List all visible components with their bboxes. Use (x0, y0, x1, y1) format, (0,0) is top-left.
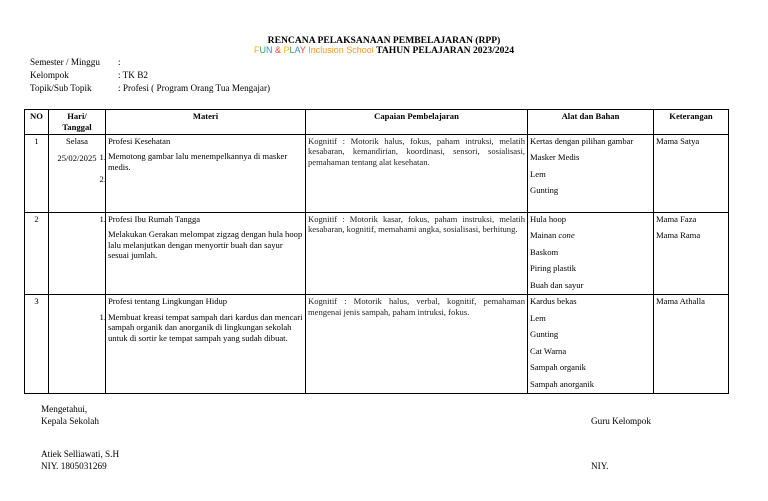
meta-topik (30, 83, 270, 93)
day-cell-continued (49, 213, 106, 295)
table-row (25, 135, 729, 213)
table-row (25, 295, 729, 394)
semester-value: : (118, 57, 121, 67)
materi-body: Melakukan Gerakan melompat zigzag dengan hula hoop lalu melanjutkan dengan menyortir buah dan sayur sesuai jumlah. (108, 229, 303, 261)
materi-title: Profesi tentang Lingkungan Hidup (108, 296, 228, 307)
meta-semester (30, 57, 121, 67)
academic-year: TAHUN PELAJARAN 2023/2024 (376, 45, 515, 56)
day-cell-continued (49, 295, 106, 394)
materi-body: Memotong gambar lalu menempelkannya di masker medis. (108, 151, 288, 172)
materi-title: Profesi Ibu Rumah Tangga (108, 214, 201, 224)
alat-item: Gunting (530, 329, 559, 340)
hari-header-line2: Tanggal (62, 122, 92, 132)
col-header-keterangan: Keterangan (654, 110, 729, 135)
hari-header-line1: Hari/ (67, 111, 87, 121)
materi-number: 1. (99, 214, 106, 224)
signature-right-niy (591, 460, 608, 472)
keterangan-item: Mama Athalla (656, 296, 705, 307)
alat-item: Masker Medis (530, 152, 580, 163)
materi-number: 1. (99, 152, 106, 162)
keterangan-item: Mama Faza (656, 214, 697, 224)
alat-item: Gunting (530, 185, 559, 196)
materi-number: 1. (99, 312, 106, 323)
materi-body: Membuat kreasi tempat sampah dari kardus dan mencari sampah organik dan anorganik di lingkungan sekolah untuk di sortir ke tempat sampah yang sudah dibuat. (108, 311, 303, 343)
logo-letter: L (289, 45, 295, 55)
logo-letter: & (272, 45, 284, 55)
col-header-no: NO (25, 110, 49, 135)
school-name: Inclusion School (305, 45, 374, 55)
alat-item: Lem (530, 168, 546, 179)
alat-item-text: Mainan cone (530, 230, 575, 241)
keterangan-cell (654, 295, 729, 394)
school-logo-text (254, 45, 306, 55)
materi-cell (99, 135, 306, 213)
row-number: 1 (25, 135, 49, 213)
alat-cell (528, 135, 654, 213)
keterangan-cell (654, 213, 729, 295)
keterangan-item: Mama Rama (656, 230, 701, 241)
alat-item: Hula hoop (530, 214, 567, 224)
kelompok-value: : TK B2 (118, 70, 148, 80)
col-header-capaian: Capaian Pembelajaran (306, 110, 528, 135)
teacher-title: Guru Kelompok (591, 416, 651, 426)
logo-letter: P (283, 45, 290, 55)
topik-value: : Profesi ( Program Orang Tua Mengajar) (118, 83, 271, 93)
table-header-row (25, 110, 729, 135)
alat-item: Baskom (530, 246, 559, 257)
alat-item: Sampah anorganik (530, 378, 595, 389)
row-number: 2 (25, 213, 49, 295)
alat-cell (528, 213, 654, 295)
capaian-cell: Kognitif : Motorik halus, verbal, kognitif, pemahaman mengenai jenis sampah, paham intruksi, fokus. (306, 295, 528, 394)
alat-cell (528, 295, 654, 394)
alat-item: Sampah organik (530, 362, 586, 373)
logo-letter: A (294, 45, 300, 55)
principal-title: Kepala Sekolah (41, 416, 99, 426)
signature-right (591, 415, 651, 427)
col-header-hari (49, 110, 106, 135)
keterangan-item: Mama Satya (656, 136, 700, 146)
alat-item: Piring plastik (530, 263, 577, 274)
day-date: 25/02/2025 (57, 153, 97, 164)
principal-niy: NIY. 1805031269 (41, 461, 107, 471)
semester-label: Semester / Minggu (30, 57, 100, 67)
alat-item (530, 227, 651, 244)
logo-letter: Y (299, 45, 306, 55)
materi-cell (99, 213, 306, 295)
materi-cell (99, 295, 306, 394)
kelompok-label: Kelompok (30, 70, 69, 80)
keterangan-cell (654, 135, 729, 213)
acknowledged-label: Mengetahui, (41, 404, 88, 414)
rpp-table (24, 109, 729, 394)
alat-item: Kardus bekas (530, 296, 577, 307)
document-title: RENCANA PELAKSANAAN PEMBELAJARAN (RPP) (267, 35, 501, 46)
school-line (0, 45, 768, 56)
table-row (25, 213, 729, 295)
meta-kelompok (30, 70, 148, 80)
col-header-materi: Materi (106, 110, 306, 135)
materi-title: Profesi Kesehatan (108, 136, 171, 146)
alat-item: Lem (530, 312, 546, 323)
materi-number: 2. (99, 174, 106, 184)
capaian-cell: Kognitif : Motorik halus, fokus, paham intruksi, melatih kesabaran, kemandirian, koordinasi, sensori, sosialisasi, pemahaman tentang alat kesehatan. (306, 135, 528, 213)
alat-item: Cat Warna (530, 345, 567, 356)
signature-left-name (41, 448, 119, 472)
row-number: 3 (25, 295, 49, 394)
signature-left (41, 403, 99, 427)
topik-label: Topik/Sub Topik (30, 83, 92, 93)
logo-letter: U (259, 45, 266, 55)
alat-item: Kertas dengan pilihan gambar (530, 136, 634, 146)
capaian-cell: Kognitif : Motorik kasar, fokus, paham instruksi, melatih kesabaran, kognitif, memahami angka, sosialisasi, berhitung. (306, 213, 528, 295)
col-header-alat: Alat dan Bahan (528, 110, 654, 135)
teacher-niy: NIY. (591, 461, 609, 471)
logo-letter: F (253, 45, 260, 55)
day-name: Selasa (66, 136, 88, 146)
logo-letter: N (265, 45, 273, 55)
alat-item: Buah dan sayur (530, 279, 584, 290)
principal-name: Atiek Selliawati, S.H (41, 449, 120, 459)
